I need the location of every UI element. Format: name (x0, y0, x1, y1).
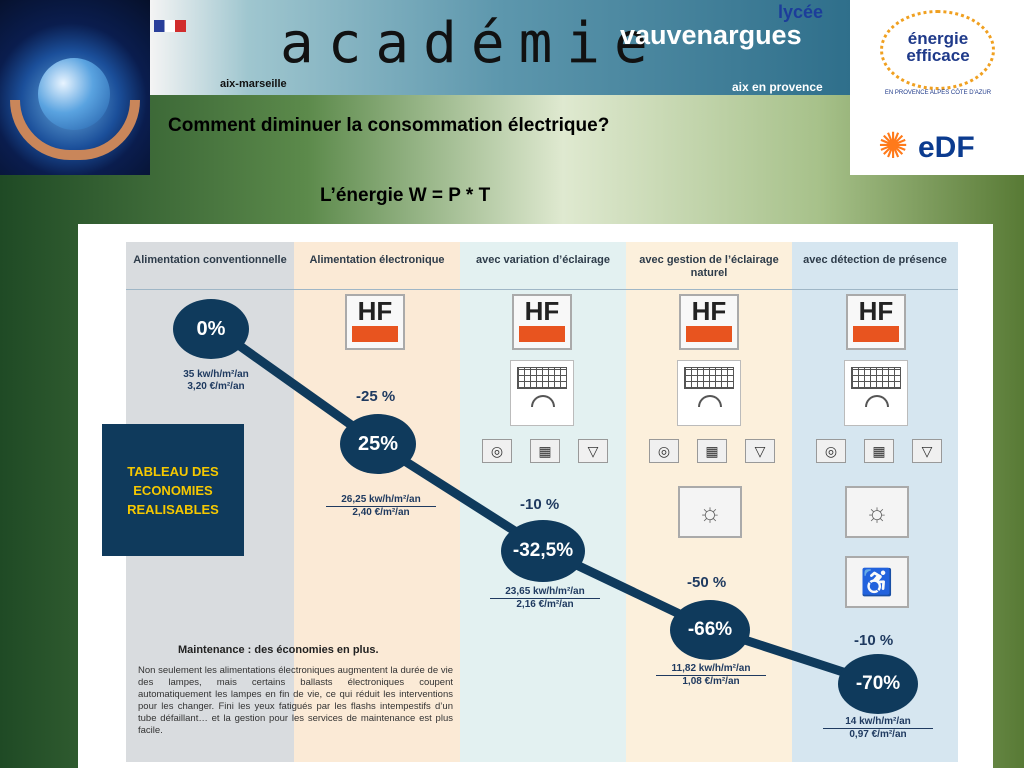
dimmer-icon: ◎ (816, 439, 846, 463)
energie-efficace-subtitle: EN PROVENCE ALPES CÔTE D'AZUR (884, 90, 992, 96)
ceiling-lamp-icon (844, 360, 908, 426)
delta-label: -50 % (687, 574, 727, 591)
consumption-info: 23,65 kw/h/m²/an 2,16 €/m²/an (490, 586, 600, 611)
presence-sensor-icon: ♿ (845, 556, 909, 608)
school-name-text: vauvenargues (620, 20, 802, 50)
maintenance-title: Maintenance : des économies en plus. (178, 644, 379, 656)
consumption-info: 26,25 kw/h/m²/an 2,40 €/m²/an (326, 494, 436, 519)
savings-summary-box: TABLEAU DES ECONOMIES REALISABLES (102, 424, 244, 556)
school-top-text: lycée (778, 2, 824, 22)
hf-ballast-icon: HF (345, 294, 405, 350)
header-banner (150, 0, 850, 95)
hf-ballast-icon: HF (846, 294, 906, 350)
column-title: Alimentation conventionnelle (126, 242, 294, 290)
controller-icon: ▦ (530, 439, 560, 463)
dimmer-icon: ◎ (649, 439, 679, 463)
savings-node: -66% (670, 600, 750, 660)
slide-question: Comment diminuer la consommation électrique? (168, 115, 610, 136)
hf-ballast-icon: HF (512, 294, 572, 350)
edf-logo-text: eDF (918, 131, 975, 164)
delta-label: -10 % (854, 632, 894, 649)
column-title: avec variation d’éclairage (460, 242, 626, 290)
savings-node: 0% (173, 299, 249, 359)
ceiling-lamp-icon (677, 360, 741, 426)
dimmer-icon: ◎ (482, 439, 512, 463)
globe-in-hands-image (0, 0, 150, 175)
savings-node: 25% (340, 414, 416, 474)
controller-icon: ▦ (697, 439, 727, 463)
academy-logo-text: académie (280, 11, 662, 76)
energie-efficace-text: énergie efficace (906, 29, 970, 65)
sensor-icon: ▽ (578, 439, 608, 463)
school-city-text: aix en provence (732, 80, 823, 94)
sensor-icon: ▽ (912, 439, 942, 463)
delta-label: -10 % (520, 496, 560, 513)
hands-icon (10, 100, 140, 160)
republique-logo (154, 20, 186, 32)
column-title: avec détection de présence (792, 242, 958, 290)
academy-sub-text: aix-marseille (220, 78, 287, 90)
daylight-icon: ☼ (845, 486, 909, 538)
consumption-info: 35 kw/h/m²/an 3,20 €/m²/an (183, 369, 249, 392)
edf-star-icon: ✺ (878, 125, 909, 166)
delta-label: -25 % (356, 388, 396, 405)
column-title: Alimentation électronique (294, 242, 460, 290)
savings-node: -70% (838, 654, 918, 714)
controller-icon: ▦ (864, 439, 894, 463)
consumption-info: 11,82 kw/h/m²/an 1,08 €/m²/an (656, 663, 766, 688)
daylight-icon: ☼ (678, 486, 742, 538)
savings-node: -32,5% (501, 520, 585, 582)
ceiling-lamp-icon (510, 360, 574, 426)
maintenance-text: Non seulement les alimentations électroniques augmentent la durée de vie des lampes, mais certains ballasts électroniques coupent automatiquement les lampes en fin de vie, ce qui réduit les interventions pour les changer. Fini les yeux fatigués par les flashs intempestifs d’un tube défaillant… et la gestion pour les services de maintenance est plus facile. (138, 665, 453, 736)
column-title: avec gestion de l’éclairage naturel (626, 242, 792, 290)
savings-table-figure (78, 224, 993, 768)
hf-ballast-icon: HF (679, 294, 739, 350)
sensor-icon: ▽ (745, 439, 775, 463)
energy-formula: L’énergie W = P * T (320, 185, 491, 206)
consumption-info: 14 kw/h/m²/an 0,97 €/m²/an (823, 716, 933, 741)
